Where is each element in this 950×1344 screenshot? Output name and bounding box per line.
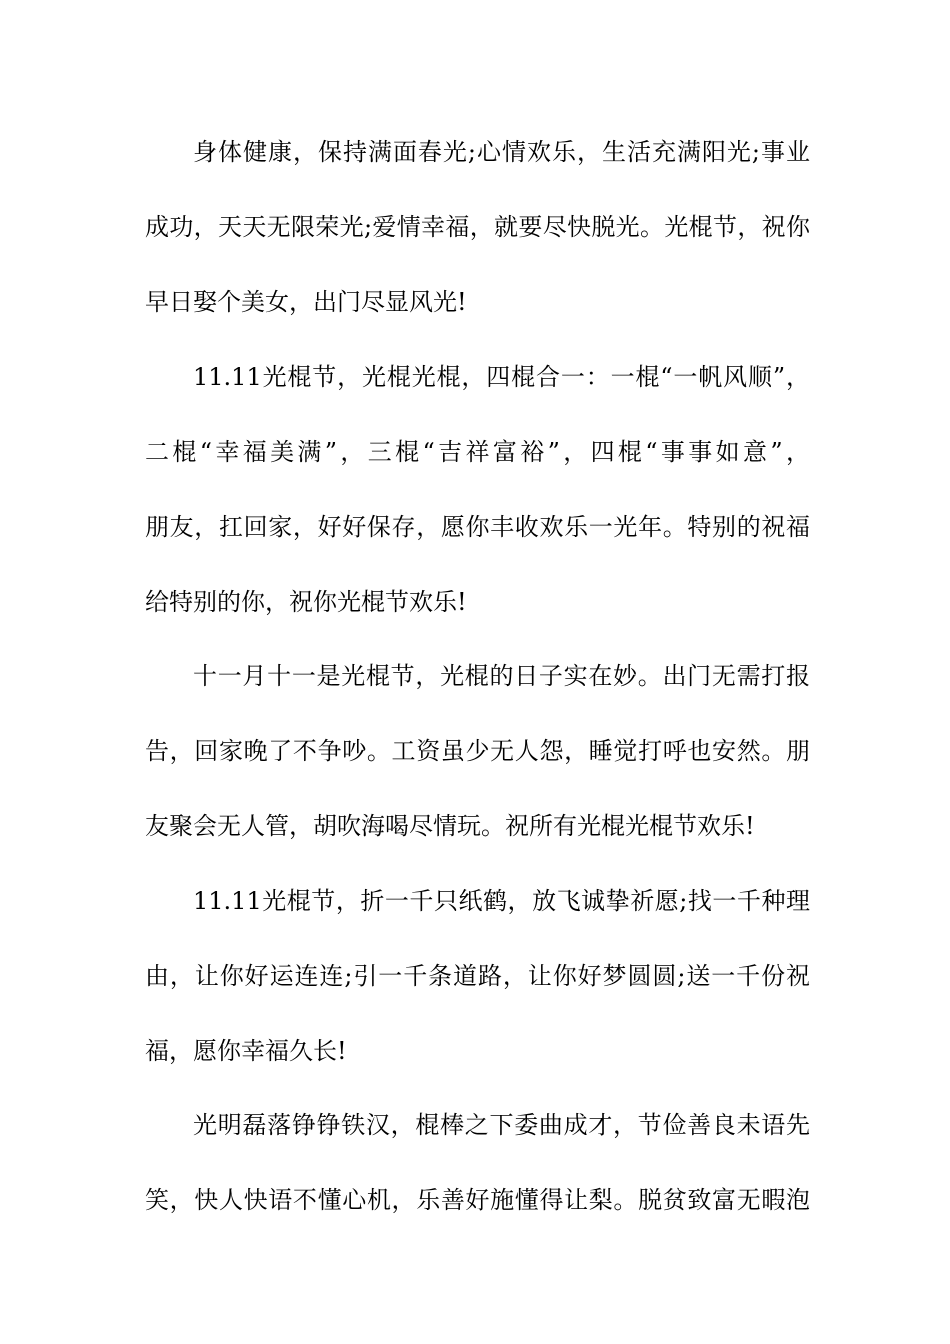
- paragraph-2-line-2: 二棍“幸福美满”，三棍“吉祥富裕”，四棍“事事如意”，: [145, 438, 810, 466]
- paragraph-5-line-2: 笑，快人快语不懂心机，乐善好施懂得让梨。脱贫致富无暇泡: [145, 1186, 810, 1214]
- paragraph-4-line-2: 由，让你好运连连;引一千条道路，让你好梦圆圆;送一千份祝: [145, 962, 810, 990]
- paragraph-4-line-3: 福，愿你幸福久长!: [145, 1037, 347, 1065]
- paragraph-5-line-1: 光明磊落铮铮铁汉，棍棒之下委曲成才，节俭善良未语先: [193, 1111, 810, 1139]
- paragraph-3-line-2: 告，回家晚了不争吵。工资虽少无人怨，睡觉打呼也安然。朋: [145, 737, 810, 765]
- paragraph-3-line-1: 十一月十一是光棍节，光棍的日子实在妙。出门无需打报: [193, 662, 810, 690]
- paragraph-1-line-2: 成功，天天无限荣光;爱情幸福，就要尽快脱光。光棍节，祝你: [145, 213, 810, 241]
- paragraph-4-line-1: 11.11光棍节，折一千只纸鹤，放飞诚挚祈愿;找一千种理: [193, 887, 810, 915]
- paragraph-3-line-3: 友聚会无人管，胡吹海喝尽情玩。祝所有光棍光棍节欢乐!: [145, 812, 755, 840]
- paragraph-2-line-4: 给特别的你，祝你光棍节欢乐!: [145, 588, 467, 616]
- paragraph-1-line-3: 早日娶个美女，出门尽显风光!: [145, 288, 467, 316]
- paragraph-2-line-3: 朋友，扛回家，好好保存，愿你丰收欢乐一光年。特别的祝福: [145, 513, 810, 541]
- paragraph-2-line-1: 11.11光棍节，光棍光棍，四棍合一：一棍“一帆风顺”，: [193, 363, 810, 391]
- paragraph-1-line-1: 身体健康，保持满面春光;心情欢乐，生活充满阳光;事业: [193, 138, 810, 166]
